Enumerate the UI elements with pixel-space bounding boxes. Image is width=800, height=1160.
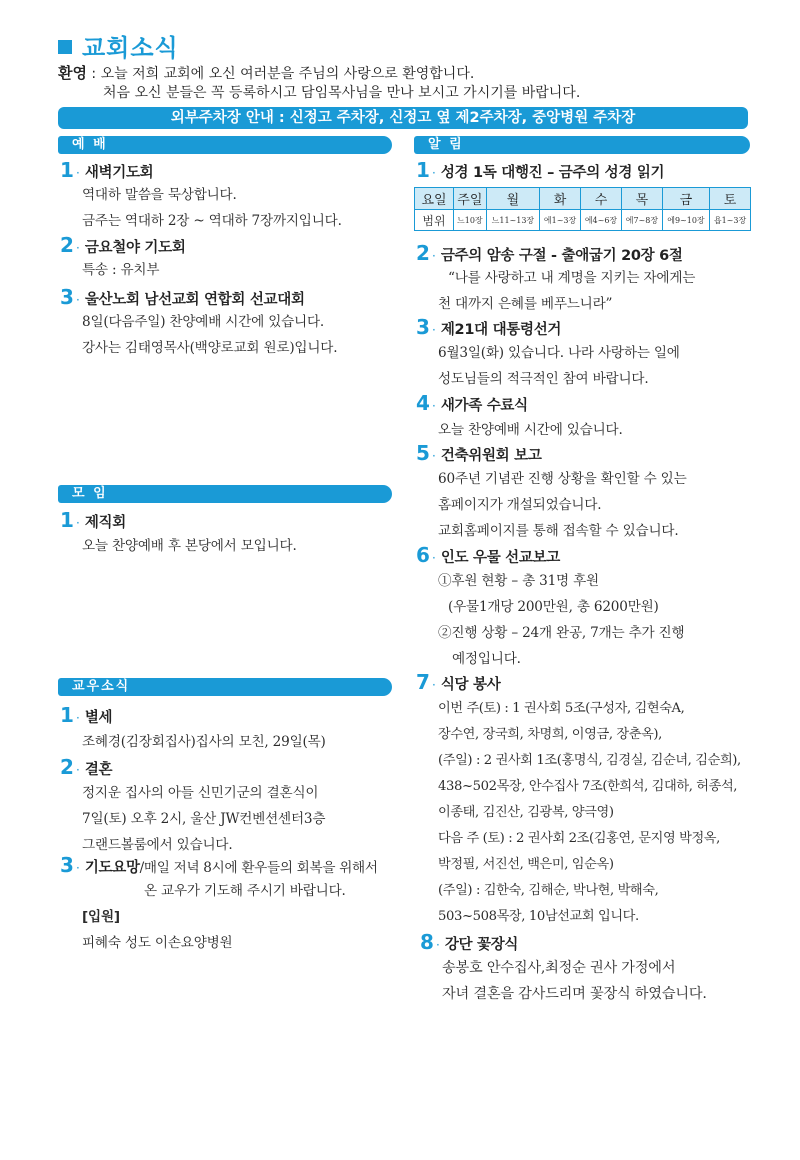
range-cell: 느11~13장	[486, 210, 539, 231]
row-label: 범위	[415, 210, 454, 231]
dot-icon: ·	[76, 241, 80, 255]
body-line-heading: [입원]	[82, 909, 120, 925]
notice-item-6	[416, 543, 560, 567]
dot-icon: ·	[76, 711, 80, 725]
item-number: 1	[60, 158, 74, 182]
body-line: 60주년 기념관 진행 상황을 확인할 수 있는	[438, 471, 687, 487]
item-number: 8	[420, 930, 434, 954]
body-line: 박정필, 서진선, 백은미, 임순옥)	[438, 857, 614, 872]
dot-icon: ·	[432, 249, 436, 263]
day-cell: 토	[710, 188, 751, 210]
members-item-1	[60, 703, 112, 727]
body-line: ②진행 상황 – 24개 완공, 7개는 추가 진행	[438, 625, 685, 641]
worship-item-2-body	[82, 257, 159, 283]
item-title: 새가족 수료식	[440, 398, 528, 414]
item-title: 울산노회 남선교회 연합회 선교대회	[84, 292, 305, 308]
dot-icon: ·	[76, 861, 80, 875]
dot-icon: ·	[76, 763, 80, 777]
body-line: 정지운 집사의 아들 신민기군의 결혼식이	[82, 785, 319, 801]
notice-item-3	[416, 315, 561, 339]
body-line: 8일(다음주일) 찬양예배 시간에 있습니다.	[82, 314, 325, 330]
range-cell: 에4~6장	[581, 210, 622, 231]
body-line: 홈페이지가 개설되었습니다.	[438, 497, 602, 513]
body-line: 이종태, 김진산, 김광복, 양극영)	[438, 805, 614, 820]
item-number: 2	[60, 755, 74, 779]
body-line: 다음 주 (토) : 2 권사회 2조(김홍연, 문지영 박정옥,	[438, 831, 720, 846]
item-number: 3	[60, 853, 74, 877]
item-number: 3	[60, 285, 74, 309]
body-line: 역대하 말씀을 묵상합니다.	[82, 187, 237, 203]
body-line: 그랜드볼룸에서 있습니다.	[82, 837, 233, 853]
body-line: 장수연, 장국희, 차명희, 이영금, 장춘옥),	[438, 727, 662, 742]
item-number: 1	[60, 508, 74, 532]
day-cell: 금	[662, 188, 709, 210]
dot-icon: ·	[76, 166, 80, 180]
notice-item-4-body	[438, 417, 623, 443]
square-bullet-icon	[58, 40, 72, 54]
body-line: 예정입니다.	[452, 651, 521, 667]
bible-range-row	[415, 210, 751, 231]
worship-item-2	[60, 233, 186, 257]
welcome-label: 환영	[58, 64, 87, 82]
item-title: 성경 1독 대행진	[440, 165, 543, 181]
item-number: 4	[416, 391, 430, 415]
title-text: 교회소식	[82, 34, 179, 62]
body-line: 강사는 김태영목사(백양로교회 원로)입니다.	[82, 340, 338, 356]
worship-item-1-body	[82, 182, 342, 234]
members-item-3-body	[82, 878, 346, 956]
body-line: 온 교우가 기도해 주시기 바랍니다.	[144, 883, 346, 899]
notice-item-1	[416, 158, 664, 182]
body-line: ①후원 현황 – 총 31명 후원	[438, 573, 599, 589]
body-line: (주일) : 2 권사회 1조(홍명식, 김경실, 김순녀, 김순희),	[438, 753, 741, 768]
notice-item-6-body	[438, 568, 684, 672]
notice-item-5-body	[438, 466, 687, 544]
notice-item-7-body	[438, 696, 741, 930]
day-cell: 화	[540, 188, 581, 210]
meeting-item-1	[60, 508, 126, 532]
item-title: 새벽기도회	[84, 165, 154, 181]
body-line: 6월3일(화) 있습니다. 나라 사랑하는 일에	[438, 345, 680, 361]
range-cell: 에1~3장	[540, 210, 581, 231]
item-number: 2	[60, 233, 74, 257]
body-line: 7일(토) 오후 2시, 울산 JW컨벤션센터3층	[82, 811, 326, 827]
worship-item-3-body	[82, 309, 337, 361]
bible-days-row	[415, 188, 751, 210]
body-line: 송봉호 안수집사,최정순 권사 가정에서	[442, 960, 676, 976]
dot-icon: ·	[76, 516, 80, 530]
range-cell: 느10장	[454, 210, 487, 231]
welcome-line-1	[58, 64, 580, 84]
welcome-line-2: 처음 오신 분들은 꼭 등록하시고 담임목사님을 만나 보시고 가시기를 바랍니다.	[103, 85, 581, 101]
members-item-2	[60, 755, 112, 779]
notice-item-5	[416, 441, 542, 465]
item-number: 5	[416, 441, 430, 465]
body-line: 금주는 역대하 2장 ~ 역대하 7장까지입니다.	[82, 213, 342, 229]
item-title: 결혼	[84, 762, 113, 778]
members-item-1-body	[82, 729, 326, 755]
item-title: 별세	[84, 710, 113, 726]
body-line: 오늘 찬양예배 시간에 있습니다.	[438, 422, 623, 438]
item-title-rest: – 금주의 성경 읽기	[542, 165, 665, 181]
body-line: 503~508목장, 10남선교회 입니다.	[438, 909, 639, 924]
item-title: 건축위원회 보고	[440, 448, 542, 464]
day-cell: 수	[581, 188, 622, 210]
body-line: 피혜숙 성도 이손요양병원	[82, 935, 233, 951]
item-title-rest: /매일 저녁 8시에 환우들의 회복을 위해서	[139, 860, 378, 876]
item-number: 2	[416, 241, 430, 265]
body-line: 성도님들의 적극적인 참여 바랍니다.	[438, 371, 649, 387]
item-title: 금요철야 기도회	[84, 240, 186, 256]
notice-item-7	[416, 670, 500, 694]
item-title: 제21대 대통령선거	[440, 322, 562, 338]
body-line: (주일) : 김한숙, 김해순, 박나현, 박해숙,	[438, 883, 659, 898]
worship-item-1	[60, 158, 153, 182]
notice-item-2-body	[438, 265, 695, 317]
body-line: 438~502목장, 안수집사 7조(한희석, 김대하, 허종석,	[438, 779, 738, 794]
body-line: 이번 주(토) : 1 권사회 5조(구성자, 김현숙A,	[438, 701, 685, 716]
item-number: 3	[416, 315, 430, 339]
range-cell: 에9~10장	[662, 210, 709, 231]
item-title: 기도요망	[84, 860, 140, 876]
dot-icon: ·	[432, 399, 436, 413]
item-number: 7	[416, 670, 430, 694]
day-cell: 목	[621, 188, 662, 210]
item-number: 1	[416, 158, 430, 182]
dot-icon: ·	[436, 938, 440, 952]
body-line: (우물1개당 200만원, 총 6200만원)	[448, 599, 659, 615]
dot-icon: ·	[432, 323, 436, 337]
welcome-text-1: : 오늘 저희 교회에 오신 여러분을 주님의 사랑으로 환영합니다.	[86, 66, 475, 82]
row-label: 요일	[415, 188, 454, 210]
members-item-2-body	[82, 780, 325, 858]
body-line: 특송 : 유치부	[82, 262, 160, 278]
meeting-item-1-body	[82, 533, 297, 559]
body-line: 교회홈페이지를 통해 접속할 수 있습니다.	[438, 523, 679, 539]
notice-item-3-body	[438, 340, 680, 392]
range-cell: 에7~8장	[621, 210, 662, 231]
body-line: 자녀 결혼을 감사드리며 꽃장식 하였습니다.	[442, 986, 707, 1002]
notice-item-4	[416, 391, 528, 415]
notice-item-8	[420, 930, 518, 954]
item-title: 금주의 암송 구절 - 출애굽기 20장 6절	[440, 248, 683, 264]
item-number: 6	[416, 543, 430, 567]
section-header-worship: 예 배	[58, 136, 392, 154]
item-title: 강단 꽃장식	[444, 937, 519, 953]
welcome-message	[58, 64, 580, 103]
body-line: “나를 사랑하고 내 계명을 지키는 자에게는	[448, 270, 696, 286]
item-title: 식당 봉사	[440, 677, 501, 693]
body-line: 천 대까지 은혜를 베푸느니라”	[438, 296, 613, 312]
bible-reading-table	[414, 187, 751, 231]
item-number: 1	[60, 703, 74, 727]
parking-banner: 외부주차장 안내 : 신정고 주차장, 신정고 옆 제2주차장, 중앙병원 주차장	[58, 107, 748, 129]
day-cell: 주일	[454, 188, 487, 210]
members-item-3	[60, 853, 378, 877]
notice-item-2	[416, 241, 683, 265]
item-title: 인도 우물 선교보고	[440, 550, 560, 566]
body-line: 조혜경(김장회집사)집사의 모친, 29일(목)	[82, 734, 326, 750]
range-cell: 욥1~3장	[710, 210, 751, 231]
section-header-notices: 알 림	[414, 136, 750, 154]
worship-item-3	[60, 285, 305, 309]
body-line: 오늘 찬양예배 후 본당에서 모입니다.	[82, 538, 297, 554]
dot-icon: ·	[432, 449, 436, 463]
dot-icon: ·	[432, 551, 436, 565]
item-title: 제직회	[84, 515, 126, 531]
section-header-meeting: 모 임	[58, 485, 392, 503]
day-cell: 월	[486, 188, 539, 210]
page-title	[58, 28, 179, 63]
section-header-members: 교우소식	[58, 678, 392, 696]
dot-icon: ·	[432, 166, 436, 180]
notice-item-8-body	[442, 955, 707, 1007]
dot-icon: ·	[76, 293, 80, 307]
dot-icon: ·	[432, 678, 436, 692]
